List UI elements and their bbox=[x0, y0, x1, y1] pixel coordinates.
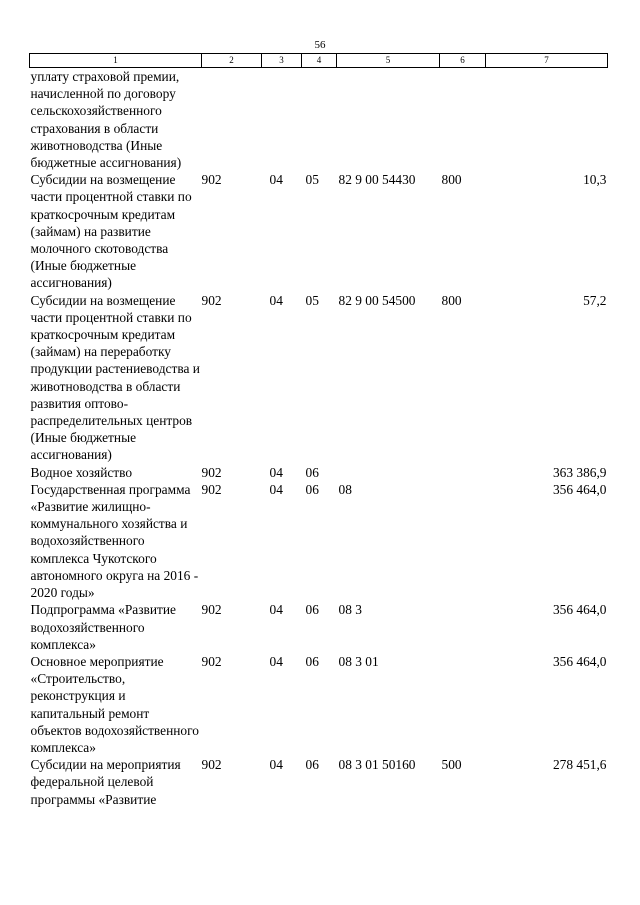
target-item-cell: 82 9 00 54500 bbox=[338, 292, 416, 308]
section-code-cell: 04 bbox=[269, 481, 283, 497]
section-code-cell: 04 bbox=[269, 653, 283, 669]
amount-cell bbox=[486, 68, 608, 172]
expense-name-cell: Водное хозяйство bbox=[30, 464, 133, 480]
column-number-header: 7 bbox=[486, 54, 608, 68]
expense-name-cell: Основное мероприятие «Строительство, реконструкция и капитальный ремонт объектов водохозяйственного комплекса» bbox=[30, 653, 199, 755]
admin-code-cell: 902 bbox=[201, 464, 222, 480]
expense-type-cell bbox=[440, 464, 486, 481]
subsection-code-cell: 05 bbox=[305, 172, 319, 188]
expense-name-cell: Субсидии на возмещение части процентной ставки по краткосрочным кредитам (займам) на переработку продукции растениеводства и животноводства в области развития оптово-распределительных центров (Иные бюджетные ассигнования) bbox=[30, 292, 200, 463]
admin-code-cell: 902 bbox=[201, 602, 222, 618]
target-item-cell: 08 3 01 bbox=[338, 653, 379, 669]
target-item-cell: 08 bbox=[338, 481, 352, 497]
expense-name-cell: Субсидии на возмещение части процентной ставки по краткосрочным кредитам (займам) на развитие молочного скотоводства (Иные бюджетные ассигнования) bbox=[30, 172, 192, 291]
column-number-header: 2 bbox=[202, 54, 262, 68]
expense-type-cell bbox=[440, 653, 486, 756]
page-number: 56 bbox=[314, 39, 326, 51]
table-row bbox=[30, 464, 608, 481]
admin-code-cell: 902 bbox=[201, 481, 222, 497]
admin-code-cell bbox=[202, 68, 262, 172]
table-row bbox=[30, 171, 608, 291]
section-code-cell bbox=[262, 68, 302, 172]
amount-cell: 363 386,9 bbox=[552, 464, 607, 480]
expense-type-cell bbox=[440, 68, 486, 172]
table-row bbox=[30, 756, 608, 808]
expense-name-cell: Субсидии на мероприятия федеральной целевой программы «Развитие bbox=[30, 757, 181, 807]
target-item-cell: 08 3 bbox=[338, 602, 362, 618]
admin-code-cell: 902 bbox=[201, 292, 222, 308]
subsection-code-cell bbox=[302, 68, 337, 172]
subsection-code-cell: 06 bbox=[305, 481, 319, 497]
target-item-cell: 82 9 00 54430 bbox=[338, 172, 416, 188]
amount-cell: 356 464,0 bbox=[552, 481, 607, 497]
column-number-row bbox=[30, 54, 608, 68]
expense-type-cell: 500 bbox=[441, 757, 462, 773]
column-number-header: 3 bbox=[262, 54, 302, 68]
amount-cell: 10,3 bbox=[583, 172, 607, 188]
target-item-cell bbox=[337, 464, 440, 481]
amount-cell: 278 451,6 bbox=[552, 757, 607, 773]
expense-type-cell bbox=[440, 481, 486, 601]
table-row bbox=[30, 68, 608, 172]
amount-cell: 356 464,0 bbox=[552, 602, 607, 618]
section-code-cell: 04 bbox=[269, 602, 283, 618]
column-number-header: 6 bbox=[440, 54, 486, 68]
subsection-code-cell: 06 bbox=[305, 653, 319, 669]
admin-code-cell: 902 bbox=[201, 653, 222, 669]
budget-table bbox=[29, 53, 608, 808]
table-row bbox=[30, 292, 608, 464]
amount-cell: 57,2 bbox=[583, 292, 607, 308]
admin-code-cell: 902 bbox=[201, 757, 222, 773]
section-code-cell: 04 bbox=[269, 757, 283, 773]
subsection-code-cell: 06 bbox=[305, 602, 319, 618]
subsection-code-cell: 05 bbox=[305, 292, 319, 308]
expense-type-cell: 800 bbox=[441, 292, 462, 308]
expense-type-cell bbox=[440, 601, 486, 653]
admin-code-cell: 902 bbox=[201, 172, 222, 188]
table-row bbox=[30, 481, 608, 601]
section-code-cell: 04 bbox=[269, 464, 283, 480]
expense-type-cell: 800 bbox=[441, 172, 462, 188]
table-row bbox=[30, 653, 608, 756]
section-code-cell: 04 bbox=[269, 172, 283, 188]
expense-name-cell: уплату страховой премии, начисленной по договору сельскохозяйственного страхования в области животноводства (Иные бюджетные ассигнования) bbox=[30, 69, 182, 171]
amount-cell: 356 464,0 bbox=[552, 653, 607, 669]
subsection-code-cell: 06 bbox=[305, 757, 319, 773]
section-code-cell: 04 bbox=[269, 292, 283, 308]
column-number-header: 1 bbox=[30, 54, 202, 68]
expense-name-cell: Подпрограмма «Развитие водохозяйственного комплекса» bbox=[30, 602, 176, 652]
column-number-header: 5 bbox=[337, 54, 440, 68]
subsection-code-cell: 06 bbox=[305, 464, 319, 480]
table-row bbox=[30, 601, 608, 653]
target-item-cell bbox=[337, 68, 440, 172]
expense-name-cell: Государственная программа «Развитие жилищно-коммунального хозяйства и водохозяйственного комплекса Чукотского автономного округа на 2016 - 2020 годы» bbox=[30, 481, 199, 601]
target-item-cell: 08 3 01 50160 bbox=[338, 757, 416, 773]
column-number-header: 4 bbox=[302, 54, 337, 68]
